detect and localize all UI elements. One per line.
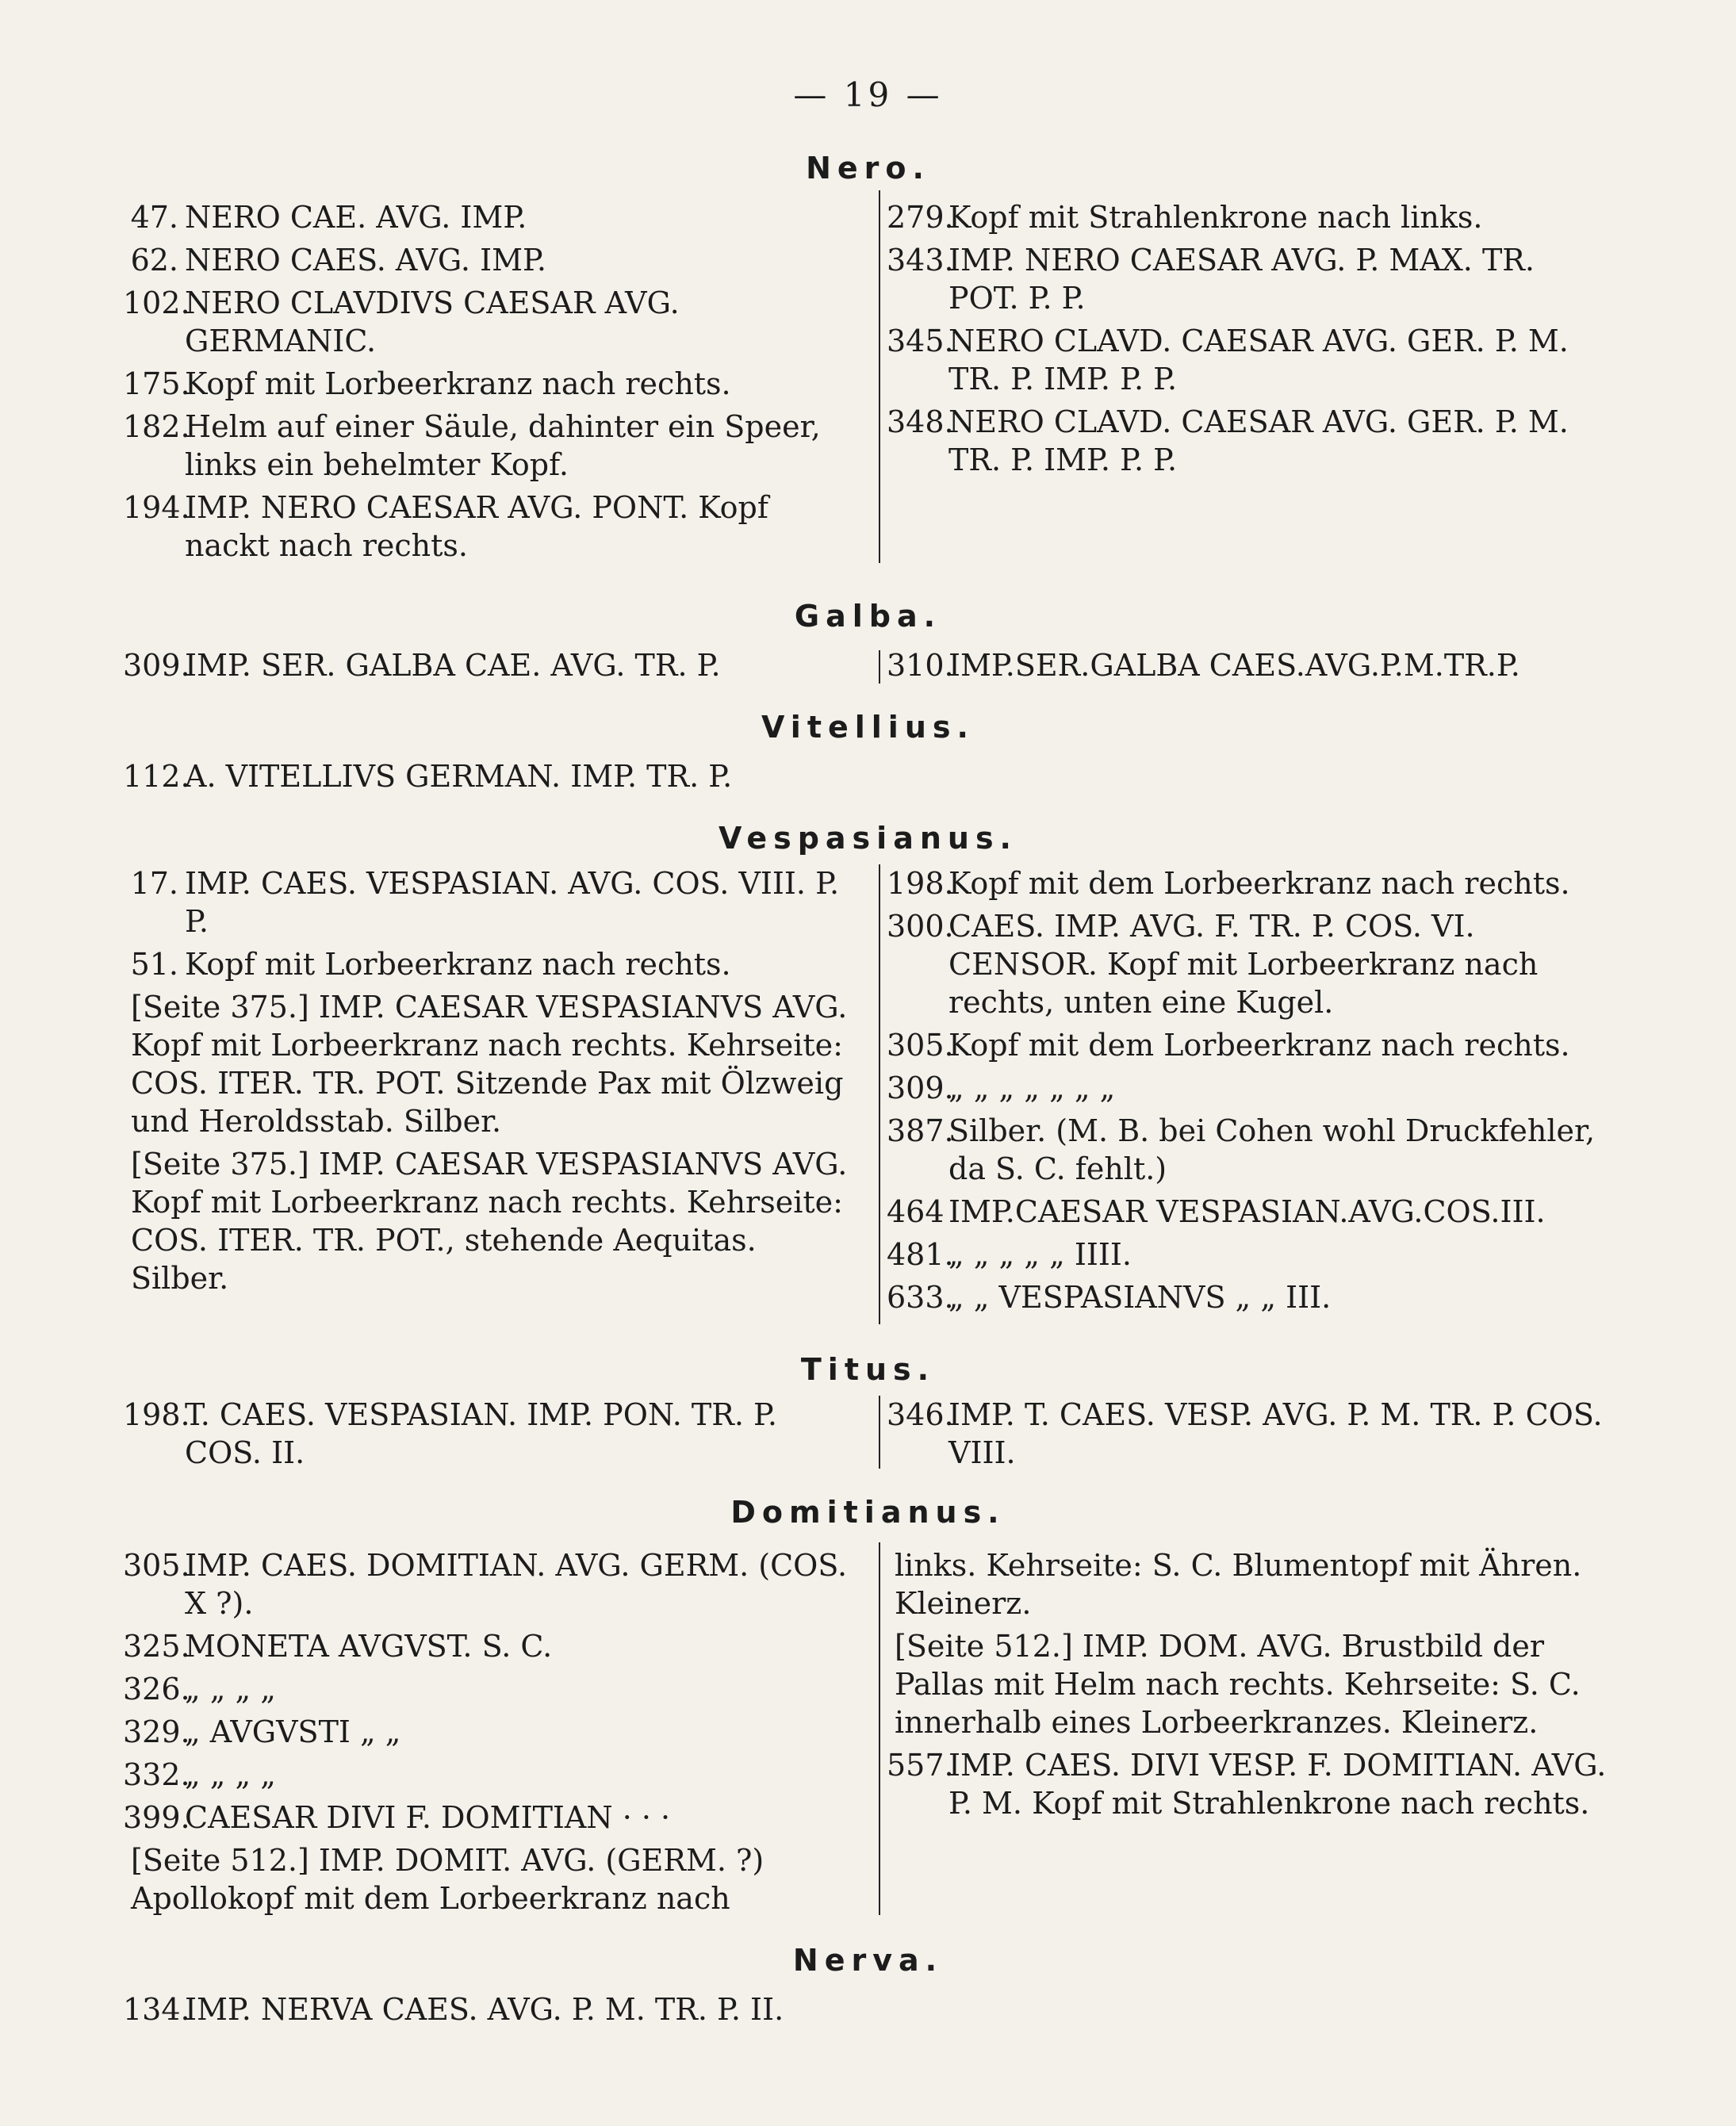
list-item: 557. IMP. CAES. DIVI VESP. F. DOMITIAN. AVG. P. M. Kopf mit Strahlenkrone nach rechts. bbox=[887, 1748, 1607, 1821]
list-item: 305. IMP. CAES. DOMITIAN. AVG. GERM. (COS. X ?). bbox=[123, 1548, 848, 1621]
domitianus-right-column bbox=[887, 1546, 1608, 1827]
list-item: 399. CAESAR DIVI F. DOMITIAN · · · bbox=[123, 1800, 671, 1835]
section-heading-vitellius: Vitellius. bbox=[761, 710, 975, 745]
titus-right-column bbox=[887, 1396, 1608, 1477]
column-divider bbox=[879, 650, 880, 684]
section-heading-vespasianus: Vespasianus. bbox=[718, 821, 1017, 856]
list-item: [Seite 512.] IMP. DOM. AVG. Brustbild der Pallas mit Helm nach rechts. Kehrseite: S. C. innerhalb eines Lorbeerkranzes. Kleinerz. bbox=[895, 1629, 1581, 1740]
nero-left-column bbox=[123, 198, 860, 569]
list-item: 175. Kopf mit Lorbeerkranz nach rechts. bbox=[123, 366, 731, 401]
list-item: 464 IMP.CAESAR VESPASIAN.AVG.COS.III. bbox=[887, 1194, 1546, 1229]
list-item: 279. Kopf mit Strahlenkrone nach links. bbox=[887, 200, 1483, 235]
list-item: 47. NERO CAE. AVG. IMP. bbox=[130, 200, 527, 235]
vitellius-left-column bbox=[123, 757, 860, 800]
section-heading-nero: Nero. bbox=[806, 151, 930, 186]
list-item: 310. IMP.SER.GALBA CAES.AVG.P.M.TR.P. bbox=[887, 648, 1520, 683]
section-heading-titus: Titus. bbox=[800, 1352, 936, 1387]
list-item: 62. NERO CAES. AVG. IMP. bbox=[130, 243, 546, 278]
list-item: [Seite 375.] IMP. CAESAR VESPASIANVS AVG. Kopf mit Lorbeerkranz nach rechts. Kehrseite: COS. ITER. TR. POT. Sitzende Pax mit Ölzweig und Heroldsstab. Silber. bbox=[131, 990, 848, 1139]
column-divider bbox=[879, 864, 880, 1324]
list-item: 305. Kopf mit dem Lorbeerkranz nach rechts. bbox=[887, 1028, 1570, 1063]
section-heading-domitianus: Domitianus. bbox=[730, 1495, 1006, 1530]
nero-right-column bbox=[887, 198, 1608, 484]
list-item: 325. MONETA AVGVST. S. C. bbox=[123, 1629, 553, 1664]
list-item: 198. Kopf mit dem Lorbeerkranz nach rechts. bbox=[887, 866, 1570, 901]
list-item: 198. T. CAES. VESPASIAN. IMP. PON. TR. P. COS. II. bbox=[123, 1397, 777, 1470]
titus-left-column bbox=[123, 1396, 860, 1477]
list-item: 326. „ „ „ „ bbox=[123, 1672, 276, 1707]
list-item: 17. IMP. CAES. VESPASIAN. AVG. COS. VIII. P. P. bbox=[130, 866, 840, 939]
section-heading-galba: Galba. bbox=[794, 599, 942, 634]
list-item: 345. NERO CLAVD. CAESAR AVG. GER. P. M. TR. P. IMP. P. P. bbox=[887, 324, 1569, 396]
nerva-line bbox=[123, 1990, 1558, 2033]
list-item: 343. IMP. NERO CAESAR AVG. P. MAX. TR. POT. P. P. bbox=[887, 243, 1535, 316]
page-number: — 19 — bbox=[793, 75, 943, 114]
list-item: 348. NERO CLAVD. CAESAR AVG. GER. P. M. TR. P. IMP. P. P. bbox=[887, 404, 1569, 477]
list-item: [Seite 375.] IMP. CAESAR VESPASIANVS AVG. Kopf mit Lorbeerkranz nach rechts. Kehrseite: COS. ITER. TR. POT., stehende Aequitas. Silber. bbox=[131, 1147, 848, 1296]
vespasianus-left-column bbox=[131, 864, 860, 1302]
column-divider bbox=[879, 190, 880, 563]
galba-left-column bbox=[123, 646, 860, 689]
column-divider bbox=[879, 1542, 880, 1915]
section-heading-nerva: Nerva. bbox=[792, 1943, 944, 1978]
list-item: 329. „ AVGVSTI „ „ bbox=[123, 1714, 401, 1749]
list-item: 194. IMP. NERO CAESAR AVG. PONT. Kopf nackt nach rechts. bbox=[123, 490, 768, 563]
column-divider bbox=[879, 1396, 880, 1469]
list-item: 332. „ „ „ „ bbox=[123, 1757, 276, 1792]
list-item: 134. IMP. NERVA CAES. AVG. P. M. TR. P. II. bbox=[123, 1992, 784, 2027]
list-item: 182. Helm auf einer Säule, dahinter ein Speer, links ein behelmter Kopf. bbox=[123, 409, 821, 482]
vespasianus-right-column bbox=[887, 864, 1608, 1321]
list-item: 112. A. VITELLIVS GERMAN. IMP. TR. P. bbox=[123, 759, 733, 794]
domitianus-left-column bbox=[123, 1546, 860, 1922]
galba-right-column bbox=[887, 646, 1608, 689]
list-item: 51. Kopf mit Lorbeerkranz nach rechts. bbox=[130, 947, 731, 982]
list-item: links. Kehrseite: S. C. Blumentopf mit Ähren. Kleinerz. bbox=[895, 1548, 1582, 1621]
list-item: 387. Silber. (M. B. bei Cohen wohl Druckfehler, da S. C. fehlt.) bbox=[887, 1113, 1596, 1186]
list-item: 309. „ „ „ „ „ „ „ bbox=[887, 1071, 1116, 1105]
list-item: 309. IMP. SER. GALBA CAE. AVG. TR. P. bbox=[123, 648, 721, 683]
list-item: [Seite 512.] IMP. DOMIT. AVG. (GERM. ?) Apollokopf mit dem Lorbeerkranz nach bbox=[131, 1843, 765, 1916]
list-item: 346. IMP. T. CAES. VESP. AVG. P. M. TR. P. COS. VIII. bbox=[887, 1397, 1603, 1470]
list-item: 102. NERO CLAVDIVS CAESAR AVG. GERMANIC. bbox=[123, 285, 680, 358]
list-item: 300. CAES. IMP. AVG. F. TR. P. COS. VI. CENSOR. Kopf mit Lorbeerkranz nach rechts, unten eine Kugel. bbox=[887, 909, 1539, 1020]
list-item: 633. „ „ VESPASIANVS „ „ III. bbox=[887, 1280, 1332, 1315]
list-item: 481. „ „ „ „ „ IIII. bbox=[887, 1237, 1132, 1272]
